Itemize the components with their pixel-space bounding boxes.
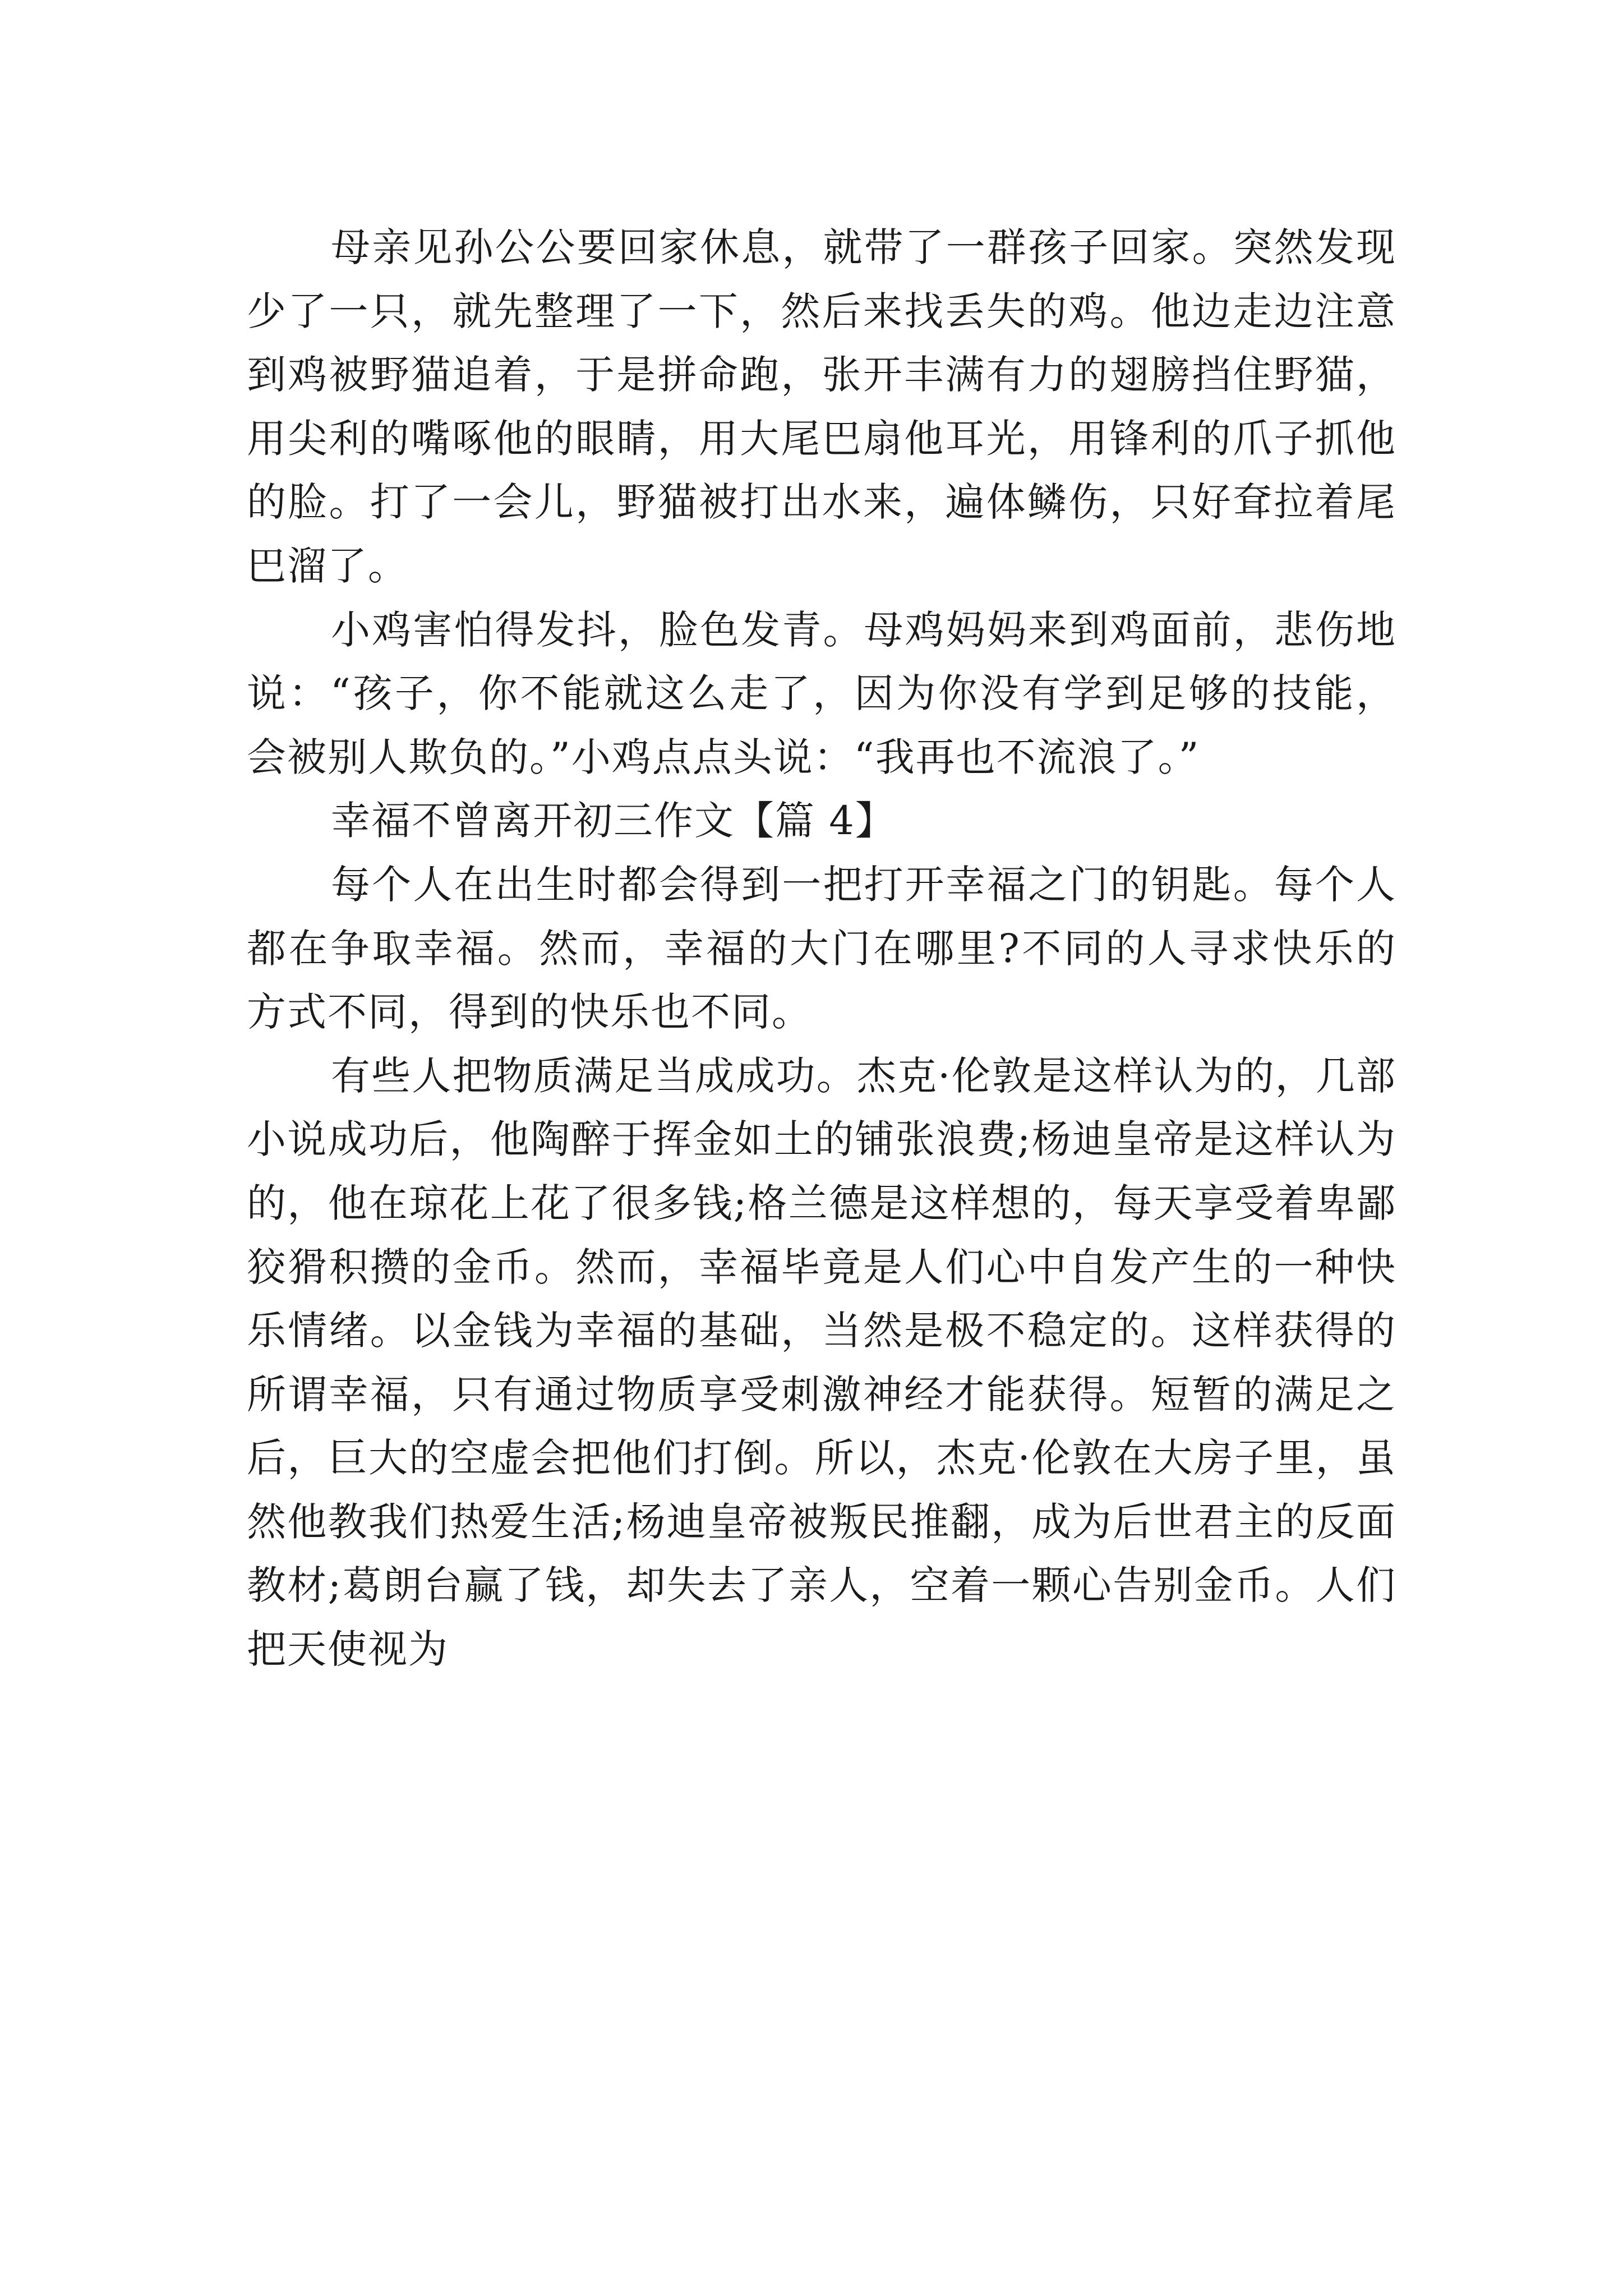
paragraph: 有些人把物质满足当成成功。杰克·伦敦是这样认为的，几部小说成功后，他陶醉于挥金如土的铺张浪费;杨迪皇帝是这样认为的，他在琼花上花了很多钱;格兰德是这样想的，每天享受着卑鄙狡猾积攒的金币。然而，幸福毕竟是人们心中自发产生的一种快乐情绪。以金钱为幸福的基础，当然是极不稳定的。这样获得的所谓幸福，只有通过物质享受刺激神经才能获得。短暂的满足之后，巨大的空虚会把他们打倒。所以，杰克·伦敦在大房子里，虽然他教我们热爱生活;杨迪皇帝被叛民推翻，成为后世君主的反面教材;葛朗台赢了钱，却失去了亲人，空着一颗心告别金币。人们把天使视为 [247, 1052, 1396, 1673]
paragraph: 小鸡害怕得发抖，脸色发青。母鸡妈妈来到鸡面前，悲伤地说：“孩子，你不能就这么走了，因为你没有学到足够的技能，会被别人欺负的。”小鸡点点头说：“我再也不流浪了。” [247, 606, 1396, 780]
section-heading: 幸福不曾离开初三作文【篇 4】 [331, 798, 896, 844]
paragraph: 每个人在出生时都会得到一把打开幸福之门的钥匙。每个人都在争取幸福。然而，幸福的大门在哪里?不同的人寻求快乐的方式不同，得到的快乐也不同。 [247, 861, 1396, 1036]
paragraph: 母亲见孙公公要回家休息，就带了一群孩子回家。突然发现少了一只，就先整理了一下，然后来找丢失的鸡。他边走边注意到鸡被野猫追着，于是拼命跑，张开丰满有力的翅膀挡住野猫，用尖利的嘴啄他的眼睛，用大尾巴扇他耳光，用锋利的爪子抓他的脸。打了一会儿，野猫被打出水来，遍体鳞伤，只好耷拉着尾巴溜了。 [247, 224, 1396, 589]
document-body [247, 216, 1396, 1682]
